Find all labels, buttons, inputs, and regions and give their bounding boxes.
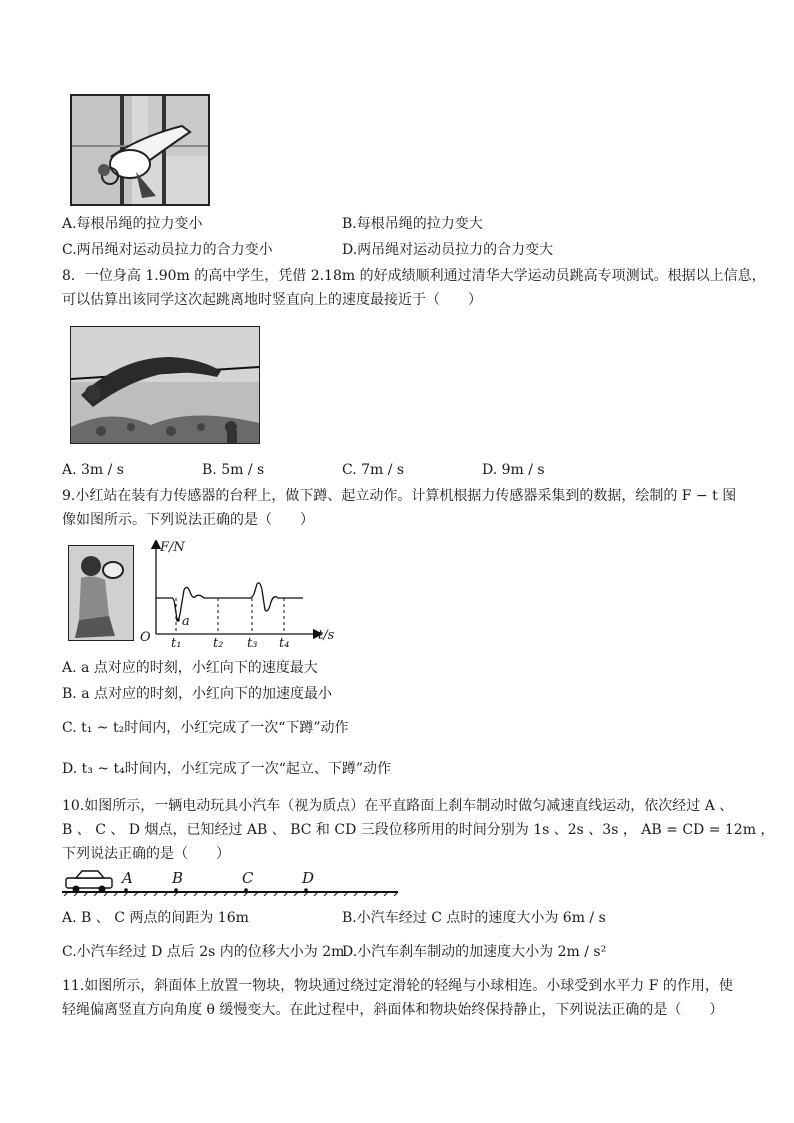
q8-option-c: C. 7m / s	[342, 462, 405, 478]
q10-point-c: C	[242, 869, 254, 887]
q10-point-b: B	[172, 869, 184, 887]
q7-option-d: D.两吊绳对运动员拉力的合力变大	[342, 242, 554, 258]
q9-option-a: A. a 点对应的时刻，小红向下的速度最大	[62, 660, 318, 676]
q9-x-label: t/s	[318, 628, 335, 643]
q9-origin-label: O	[140, 630, 151, 645]
q10-option-b: B.小汽车经过 C 点时的速度大小为 6m / s	[342, 910, 606, 926]
gymnast-rings-image	[72, 96, 208, 204]
q8-photo	[70, 326, 260, 444]
q10-road-diagram	[62, 868, 402, 896]
q10-option-d: D.小汽车刹车制动的加速度大小为 2m / s²	[342, 944, 607, 960]
q9-option-b: B. a 点对应的时刻，小红向下的加速度最小	[62, 686, 332, 702]
q11-stem-line2: 轻绳偏离竖直方向角度 θ 缓慢变大。在此过程中，斜面体和物块始终保持静止，下列说法正确的是（ ）	[62, 1002, 724, 1018]
squat-image	[69, 546, 133, 640]
q9-tick-t4: t₄	[279, 636, 290, 651]
q10-stem-line3: 下列说法正确的是（ ）	[62, 846, 230, 862]
q8-stem-line1: 8．一位身高 1.90m 的高中学生，凭借 2.18m 的好成绩顺利通过清华大学运动员跳高专项测试。根据以上信息，	[62, 268, 766, 284]
q7-option-b: B.每根吊绳的拉力变大	[342, 216, 483, 232]
q10-point-a: A	[122, 869, 133, 887]
q8-stem-line2: 可以估算出该同学这次起跳离地时竖直向上的速度最接近于（ ）	[62, 292, 482, 308]
q8-option-b: B. 5m / s	[202, 462, 265, 478]
q8-option-a: A. 3m / s	[62, 462, 124, 478]
toy-car-icon	[66, 871, 112, 893]
high-jump-image	[71, 327, 259, 443]
q9-point-a-label: a	[182, 614, 190, 629]
q9-stem-line1: 9.小红站在装有力传感器的台秤上，做下蹲、起立动作。计算机根据力传感器采集到的数据，绘制的 F − t 图	[62, 488, 737, 504]
force-curve	[156, 583, 303, 620]
q10-option-a: A. B 、 C 两点的间距为 16m	[62, 910, 249, 926]
q11-stem-line1: 11.如图所示，斜面体上放置一物块，物块通过绕过定滑轮的轻绳与小球相连。小球受到水平力 F 的作用，使	[62, 978, 733, 994]
q7-option-c: C.两吊绳对运动员拉力的合力变小	[62, 242, 273, 258]
q9-tick-t2: t₂	[213, 636, 224, 651]
q10-point-d: D	[302, 869, 315, 887]
q9-stem-line2: 像如图所示。下列说法正确的是（ ）	[62, 512, 314, 528]
q10-option-c: C.小汽车经过 D 点后 2s 内的位移大小为 2m	[62, 944, 345, 960]
q10-stem-line2: B 、 C 、 D 烟点，已知经过 AB 、 BC 和 CD 三段位移所用的时间分别为 1s 、2s 、3s ， AB = CD = 12m ，	[62, 822, 775, 838]
q9-option-c: C. t₁ ~ t₂时间内，小红完成了一次“下蹲”动作	[62, 720, 349, 736]
q7-photo	[70, 94, 210, 206]
q9-photo	[68, 545, 134, 641]
q7-option-a: A.每根吊绳的拉力变小	[62, 216, 203, 232]
q8-option-d: D. 9m / s	[482, 462, 545, 478]
q10-stem-line1: 10.如图所示，一辆电动玩具小汽车（视为质点）在平直路面上刹车制动时做匀减速直线运动，依次经过 A 、	[62, 798, 734, 814]
q9-tick-t3: t₃	[247, 636, 258, 651]
q9-option-d: D. t₃ ~ t₄时间内，小红完成了一次“起立、下蹲”动作	[62, 761, 392, 777]
point-a	[176, 618, 180, 622]
q9-tick-t1: t₁	[171, 636, 182, 651]
q9-y-label: F/N	[160, 540, 185, 555]
